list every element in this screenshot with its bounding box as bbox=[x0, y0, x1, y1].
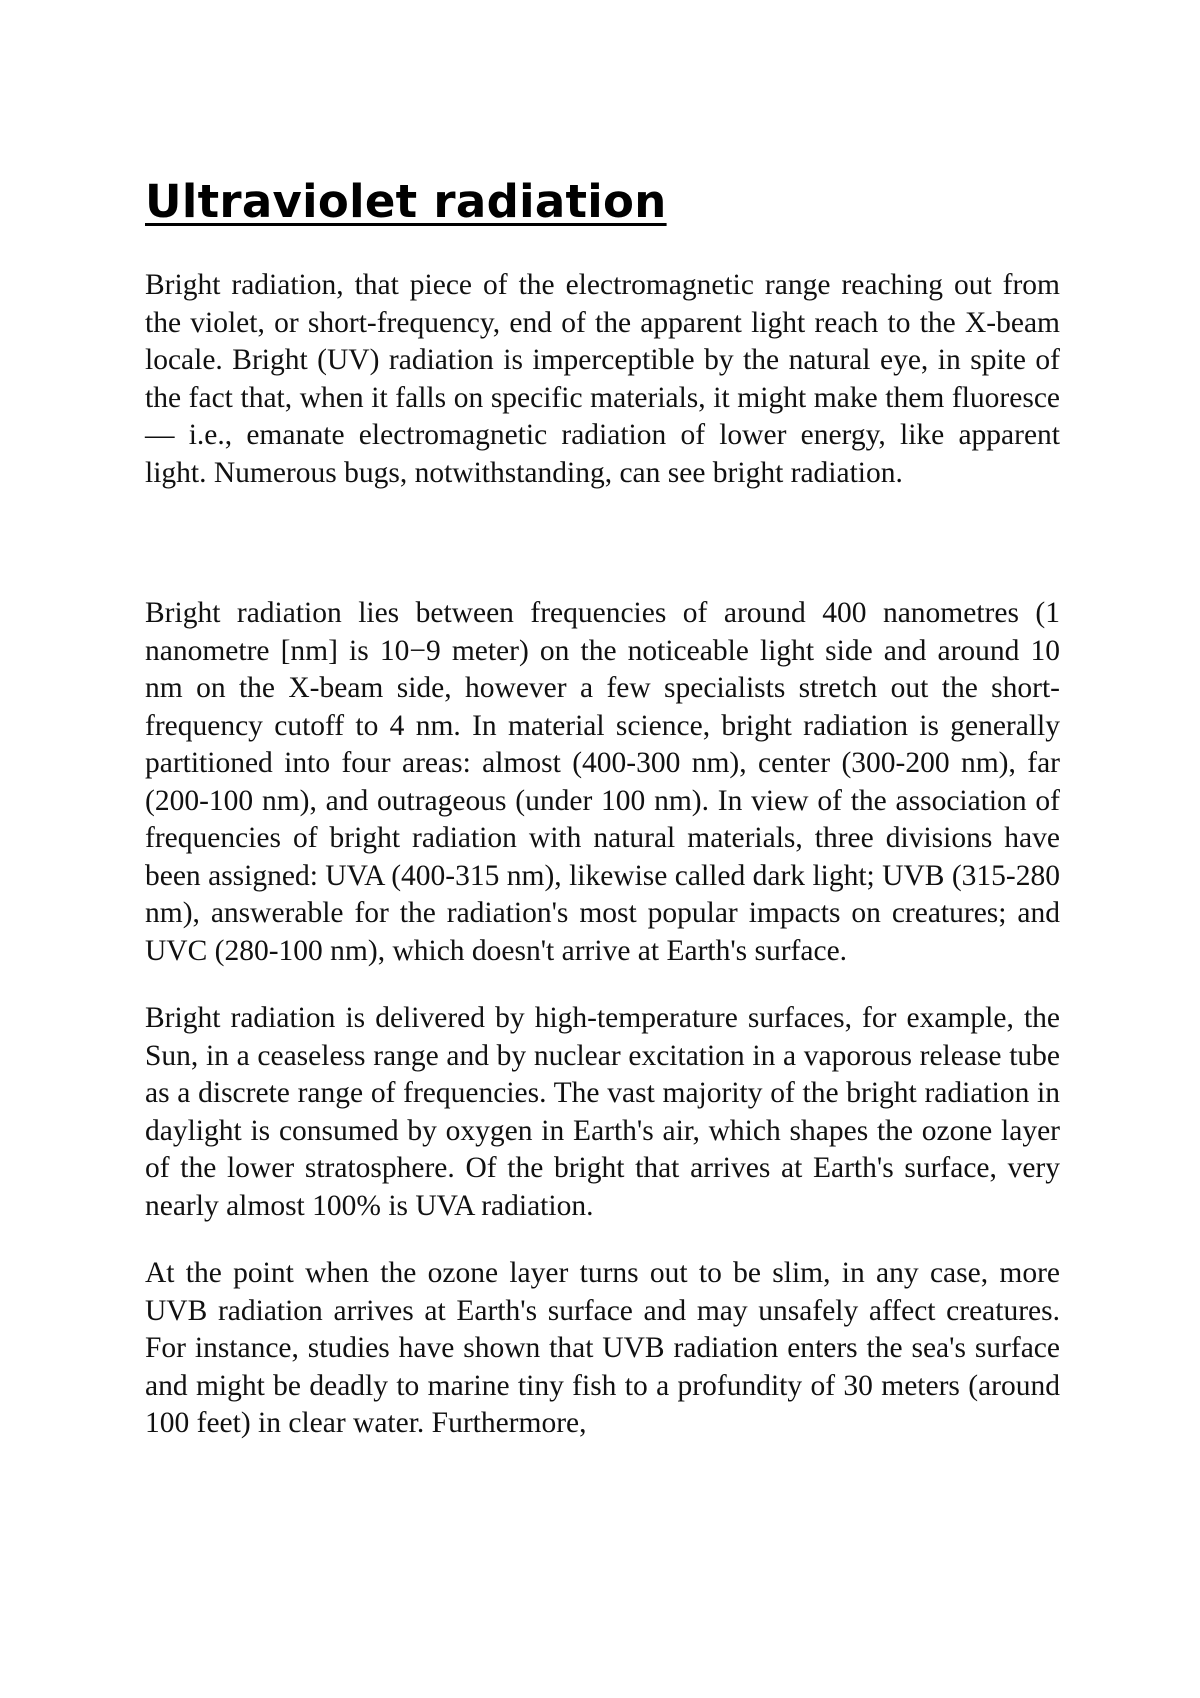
paragraph-ozone: At the point when the ozone layer turns out to be slim, in any case, more UVB radiation arrives at Earth's surface and may unsafely affect creatures. For instance, studies have shown that UVB radiation enters the sea's surface and might be deadly to marine tiny fish to a profundity of 30 meters (around 100 feet) in clear water. Furthermore, bbox=[145, 1257, 1060, 1439]
paragraph-wavelengths: Bright radiation lies between frequencies of around 400 nanometres (1 nanometre [nm] is 10−9 meter) on the noticeable light side and around 10 nm on the X-beam side, however a few specialists stretch out the short-frequency cutoff to 4 nm. In material science, bright radiation is generally partitioned into four areas: almost (400-300 nm), center (300-200 nm), far (200-100 nm), and outrageous (under 100 nm). In view of the association of frequencies of bright radiation with natural materials, three divisions have been assigned: UVA (400-315 nm), likewise called dark light; UVB (315-280 nm), answerable for the radiation's most popular impacts on creatures; and UVC (280-100 nm), which doesn't arrive at Earth's surface. bbox=[145, 597, 1060, 967]
paragraph-sources: Bright radiation is delivered by high-temperature surfaces, for example, the Sun, in a ceaseless range and by nuclear excitation in a vaporous release tube as a discrete range of frequencies. The vast majority of the bright radiation in daylight is consumed by oxygen in Earth's air, which shapes the ozone layer of the lower stratosphere. Of the bright that arrives at Earth's surface, very nearly almost 100% is UVA radiation. bbox=[145, 1002, 1060, 1222]
paragraph-intro: Bright radiation, that piece of the electromagnetic range reaching out from the violet, or short-frequency, end of the apparent light reach to the X-beam locale. Bright (UV) radiation is imperceptible by the natural eye, in spite of the fact that, when it falls on specific materials, it might make them fluoresce — i.e., emanate electromagnetic radiation of lower energy, like apparent light. Numerous bugs, notwithstanding, can see bright radiation. bbox=[145, 269, 1060, 489]
document-title: Ultraviolet radiation bbox=[145, 175, 667, 228]
document-body bbox=[145, 172, 1060, 1443]
